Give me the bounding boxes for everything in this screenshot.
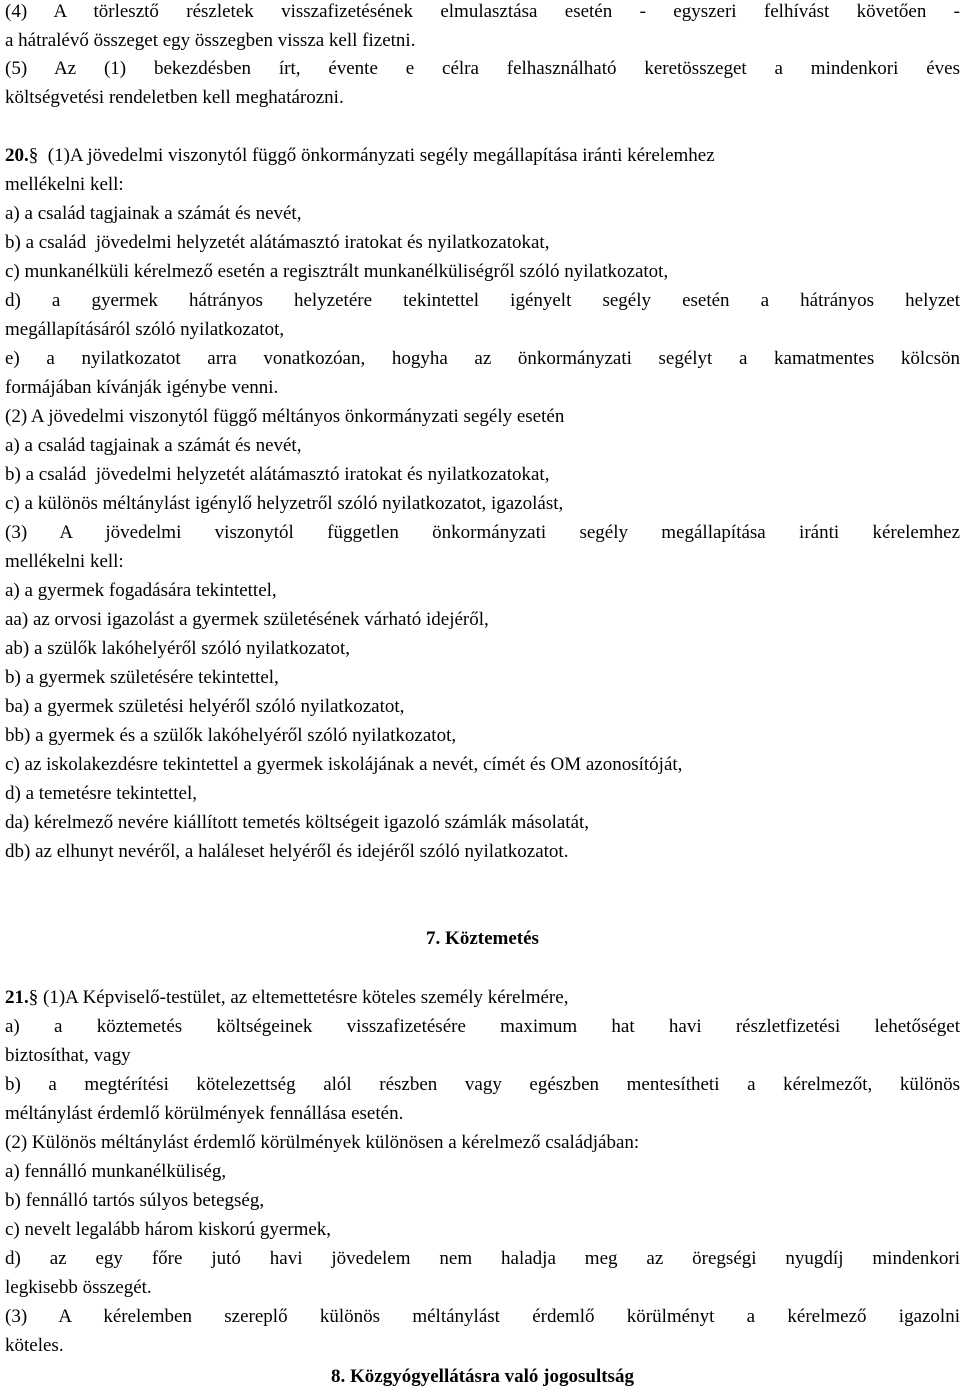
list-item: c) az iskolakezdésre tekintettel a gyermek iskolájának a nevét, címét és OM azonosítóját, (5, 754, 683, 775)
list-item: db) az elhunyt nevéről, a haláleset helyéről és idejéről szóló nyilatkozatot. (5, 841, 569, 862)
section-sign: § (28, 145, 39, 166)
list-item: bb) a gyermek és a szülők lakóhelyéről szóló nyilatkozatot, (5, 725, 457, 746)
section-21-heading (5, 983, 568, 1012)
list-item: e) a nyilatkozatot arra vonatkozóan, hogyha az önkormányzati segélyt a kamatmentes kölcsön (5, 348, 960, 369)
list-item: c) munkanélküli kérelmező esetén a regisztrált munkanélküliségről szóló nyilatkozatot, (5, 261, 669, 282)
section-sign: § (28, 987, 39, 1008)
list-item: b) a család jövedelmi helyzetét alátámasztó iratokat és nyilatkozatokat, (5, 232, 550, 253)
paragraph-line: (4) A törlesztő részletek visszafizetésének elmulasztása esetén - egyszeri felhívást követően - (5, 1, 960, 22)
paragraph-line: (3) A jövedelmi viszonytól független önkormányzati segély megállapítása iránti kérelemhez (5, 522, 960, 543)
paragraph-line: (2) Különös méltánylást érdemlő körülmények különösen a kérelmező családjában: (5, 1132, 640, 1153)
list-item-continued: formájában kívánják igénybe venni. (5, 377, 279, 398)
list-item: b) a gyermek születésére tekintettel, (5, 667, 279, 688)
paragraph-line: mellékelni kell: (5, 174, 124, 195)
paragraph-line: köteles. (5, 1335, 64, 1356)
list-item: c) a különös méltánylást igénylő helyzetről szóló nyilatkozatot, igazolást, (5, 493, 564, 514)
paragraph-text: (1)A Képviselő-testület, az eltemettetésre köteles személy kérelmére, (38, 987, 569, 1008)
section-heading: 7. Köztemetés (426, 928, 539, 949)
paragraph-line: (3) A kérelemben szereplő különös méltánylást érdemlő körülményt a kérelmező igazolni (5, 1306, 960, 1327)
list-item: a) fennálló munkanélküliség, (5, 1161, 227, 1182)
list-item: d) a gyermek hátrányos helyzetére tekintettel igényelt segély esetén a hátrányos helyzet (5, 290, 960, 311)
list-item: d) a temetésre tekintettel, (5, 783, 198, 804)
list-item-continued: megállapításáról szóló nyilatkozatot, (5, 319, 285, 340)
list-item-continued: legkisebb összegét. (5, 1277, 152, 1298)
list-item: da) kérelmező nevére kiállított temetés költségeit igazoló számlák másolatát, (5, 812, 590, 833)
paragraph-line: a hátralévő összeget egy összegben vissza kell fizetni. (5, 30, 416, 51)
paragraph-text: (1)A jövedelmi viszonytól függő önkormányzati segély megállapítása iránti kérelemhez (38, 145, 715, 166)
section-20-heading (5, 141, 715, 170)
list-item: ab) a szülők lakóhelyéről szóló nyilatkozatot, (5, 638, 351, 659)
list-item: ba) a gyermek születési helyéről szóló nyilatkozatot, (5, 696, 405, 717)
paragraph-line: (2) A jövedelmi viszonytól függő méltányos önkormányzati segély esetén (5, 406, 565, 427)
list-item: d) az egy főre jutó havi jövedelem nem haladja meg az öregségi nyugdíj mindenkori (5, 1248, 960, 1269)
section-number: 21. (5, 987, 29, 1008)
list-item: c) nevelt legalább három kiskorú gyermek, (5, 1219, 332, 1240)
list-item: a) a gyermek fogadására tekintettel, (5, 580, 277, 601)
list-item-continued: méltánylást érdemlő körülmények fennállása esetén. (5, 1103, 404, 1124)
list-item: a) a család tagjainak a számát és nevét, (5, 435, 302, 456)
paragraph-line: költségvetési rendeletben kell meghatározni. (5, 87, 344, 108)
list-item: b) a megtérítési kötelezettség alól részben vagy egészben mentesítheti a kérelmezőt, különös (5, 1074, 960, 1095)
list-item-continued: biztosíthat, vagy (5, 1045, 131, 1066)
list-item: b) fennálló tartós súlyos betegség, (5, 1190, 265, 1211)
list-item: a) a család tagjainak a számát és nevét, (5, 203, 302, 224)
paragraph-line: mellékelni kell: (5, 551, 124, 572)
list-item: a) a köztemetés költségeinek visszafizetésére maximum hat havi részletfizetési lehetőséget (5, 1016, 960, 1037)
section-heading: 8. Közgyógyellátásra való jogosultság (331, 1366, 634, 1387)
paragraph-line: (5) Az (1) bekezdésben írt, évente e célra felhasználható keretösszeget a mindenkori éves (5, 58, 960, 79)
list-item: aa) az orvosi igazolást a gyermek születésének várható idejéről, (5, 609, 489, 630)
list-item: b) a család jövedelmi helyzetét alátámasztó iratokat és nyilatkozatokat, (5, 464, 550, 485)
section-number: 20. (5, 145, 29, 166)
